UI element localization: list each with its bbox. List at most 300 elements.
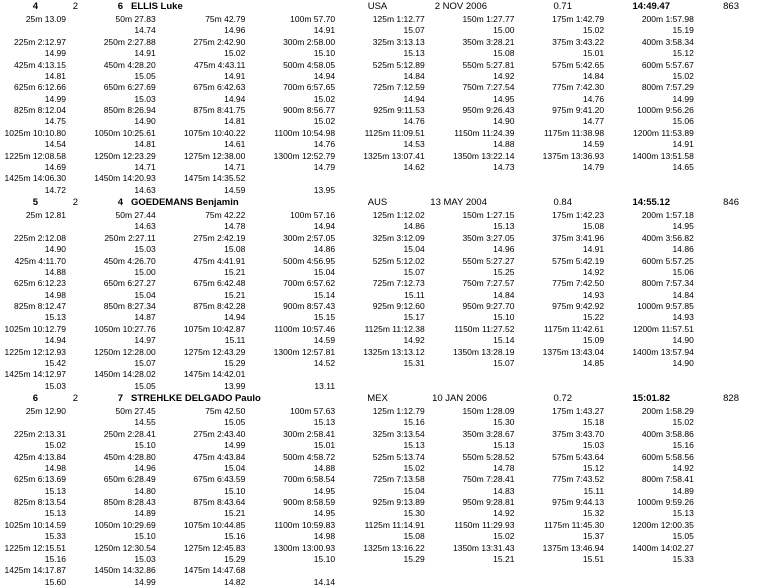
lap-time-cell: 15.13: [403, 48, 425, 59]
lap-time-cell: 14.88: [44, 266, 66, 277]
lap-time-cell: 14.77: [582, 116, 605, 127]
lap-time-cell: 15.21: [493, 553, 515, 564]
split-cell: 300m 2:57.05: [283, 232, 336, 243]
lap-time-cell: 14.91: [313, 25, 336, 36]
lap-time-cell: 14.82: [224, 576, 246, 587]
lap-time-cell: 14.92: [403, 335, 425, 346]
lap-time-cell: 15.16: [403, 417, 425, 428]
split-times-row: [0, 324, 768, 335]
split-times-row: [0, 543, 768, 554]
lap-time-cell: 15.07: [134, 357, 156, 368]
lap-time-cell: 15.06: [672, 116, 694, 127]
split-cell: 1225m 12:12.93: [4, 346, 66, 357]
split-times-row: [0, 128, 768, 139]
split-cell: 375m 3:43.22: [552, 36, 605, 47]
split-cell: 925m 9:12.60: [372, 301, 425, 311]
split-cell: 825m 8:12.04: [14, 105, 66, 115]
lap-time-cell: 15.30: [493, 417, 515, 428]
split-times-row: [0, 173, 768, 184]
lap-time-cell: 15.21: [224, 508, 246, 519]
split-times-row: [0, 369, 768, 380]
lap-time-cell: 14.79: [582, 161, 605, 172]
split-times-row: [0, 474, 768, 485]
lap-time-cell: 15.05: [134, 70, 156, 81]
split-cell: 675m 6:42.63: [193, 82, 246, 93]
lap-time-cell: 14.94: [224, 93, 246, 104]
split-cell: 1100m 10:59.83: [274, 519, 336, 530]
lap-time-cell: 13.99: [224, 380, 246, 391]
split-times-row: [0, 233, 768, 244]
split-times-row: [0, 82, 768, 93]
split-cell: 550m 5:27.81: [462, 59, 515, 70]
split-cell: 150m 1:27.15: [462, 210, 515, 220]
lap-time-cell: 13.11: [314, 380, 336, 391]
split-cell: 425m 4:13.15: [14, 59, 66, 70]
split-cell: 850m 8:26.94: [103, 105, 156, 115]
split-cell: 225m 2:13.31: [14, 428, 66, 439]
lap-time-cell: 14.86: [313, 244, 336, 255]
lap-time-cell: 15.29: [224, 553, 246, 564]
final-time: 14:49.47: [632, 1, 670, 12]
split-cell: [604, 173, 694, 184]
lap-time-cell: 15.01: [582, 48, 605, 59]
lap-time-cell: 15.08: [493, 48, 515, 59]
split-times-row: [0, 14, 768, 25]
split-cell: 1325m 13:07.41: [363, 150, 425, 161]
split-cell: 725m 7:13.58: [372, 474, 425, 485]
split-cell: 1400m 13:57.94: [632, 346, 694, 357]
swimmer-result-block: [0, 0, 768, 196]
lap-times-row: [0, 244, 768, 255]
split-cell: 1125m 11:14.91: [364, 519, 425, 530]
split-cell: 225m 2:12.08: [14, 232, 66, 243]
lap-time-cell: 14.97: [134, 335, 156, 346]
split-cell: 525m 5:12.89: [372, 59, 425, 70]
split-cell: 350m 3:27.05: [462, 232, 515, 243]
split-times-row: [0, 105, 768, 116]
split-cell: 650m 6:27.69: [103, 82, 156, 93]
lap-time-cell: 15.02: [313, 93, 336, 104]
lap-time-cell: 15.12: [672, 48, 694, 59]
split-cell: 350m 3:28.67: [462, 428, 515, 439]
split-cell: 500m 4:58.05: [283, 59, 336, 70]
lap-time-cell: 14.61: [224, 139, 246, 150]
lap-time-cell: 14.78: [224, 221, 246, 232]
split-cell: [514, 565, 604, 576]
split-cell: 600m 5:57.25: [641, 255, 694, 266]
split-cell: 1200m 11:53.89: [633, 127, 694, 138]
split-cell: [335, 173, 425, 184]
split-cell: 1425m 14:17.87: [4, 565, 66, 576]
split-cell: 1375m 13:46.94: [542, 542, 605, 553]
split-cell: 325m 3:13.54: [372, 428, 425, 439]
lap-time-cell: 15.07: [403, 25, 425, 36]
lap-time-cell: 15.02: [313, 116, 336, 127]
split-cell: 1125m 11:12.38: [364, 323, 425, 334]
split-cell: 575m 5:42.65: [552, 59, 605, 70]
lap-time-cell: 14.94: [44, 335, 66, 346]
split-cell: 550m 5:27.27: [462, 255, 515, 266]
lap-times-row: [0, 358, 768, 369]
split-cell: 525m 5:13.74: [372, 451, 425, 462]
lap-time-cell: 14.94: [313, 70, 336, 81]
lap-time-cell: 14.63: [134, 184, 156, 195]
split-cell: 1275m 12:38.00: [183, 150, 246, 161]
lap-time-cell: 15.42: [44, 357, 66, 368]
lap-time-cell: 15.03: [134, 553, 156, 564]
swimmer-header-row: [0, 0, 768, 14]
split-cell: 575m 5:43.64: [552, 451, 605, 462]
lap-time-cell: 15.08: [224, 244, 246, 255]
split-cell: 200m 1:58.29: [641, 406, 694, 416]
split-cell: 50m 27.44: [115, 210, 156, 220]
final-time: 15:01.82: [632, 393, 670, 404]
lap-times-row: [0, 508, 768, 519]
lap-time-cell: 14.98: [313, 531, 336, 542]
lap-time-cell: 15.17: [403, 312, 425, 323]
points-value: 863: [723, 1, 739, 12]
split-cell: 775m 7:42.30: [552, 82, 605, 93]
lap-time-cell: 14.72: [44, 184, 66, 195]
lap-time-cell: 14.90: [493, 116, 515, 127]
lap-time-cell: 14.65: [672, 161, 694, 172]
split-cell: 200m 1:57.18: [641, 210, 694, 220]
split-cell: 1300m 13:00.93: [273, 542, 336, 553]
lap-time-cell: 15.05: [134, 380, 156, 391]
split-cell: 650m 6:28.49: [103, 474, 156, 485]
lap-time-cell: 14.87: [134, 312, 156, 323]
split-cell: 650m 6:27.27: [103, 278, 156, 289]
lap-time-cell: 14.76: [313, 139, 336, 150]
split-cell: 250m 2:28.41: [103, 428, 156, 439]
lap-time-cell: 14.92: [493, 70, 515, 81]
split-cell: 100m 57.63: [290, 406, 336, 416]
split-cell: 400m 3:58.86: [641, 428, 694, 439]
lap-time-cell: 15.02: [224, 48, 246, 59]
lap-time-cell: 15.04: [313, 266, 336, 277]
birthdate: 2 NOV 2006: [434, 1, 487, 12]
split-cell: 1475m 14:42.01: [183, 369, 246, 380]
lap-time-cell: [604, 185, 694, 196]
lap-time-cell: 15.18: [582, 417, 605, 428]
split-cell: 1050m 10:25.61: [94, 127, 156, 138]
lap-time-cell: 14.94: [313, 221, 336, 232]
lap-time-cell: 14.98: [44, 289, 66, 300]
split-cell: 1375m 13:43.04: [542, 346, 605, 357]
split-cell: 350m 3:28.21: [462, 36, 515, 47]
split-cell: 1450m 14:20.93: [94, 173, 156, 184]
lap-time-cell: 15.25: [493, 266, 515, 277]
lap-time-cell: 14.59: [313, 335, 336, 346]
lap-time-cell: 15.14: [493, 335, 515, 346]
split-cell: 900m 8:58.59: [283, 497, 336, 507]
split-cell: 1150m 11:24.39: [454, 127, 515, 138]
lap-time-cell: 14.96: [224, 25, 246, 36]
split-cell: 700m 6:58.54: [283, 474, 336, 485]
lap-time-cell: 14.71: [134, 161, 156, 172]
split-times-row: [0, 151, 768, 162]
split-cell: 1150m 11:27.52: [454, 323, 515, 334]
lap-times-row: [0, 440, 768, 451]
lap-time-cell: [335, 381, 425, 392]
split-cell: 250m 2:27.11: [104, 232, 156, 243]
split-cell: 800m 7:57.34: [641, 278, 694, 289]
split-cell: 25m 13.09: [25, 14, 66, 24]
split-cell: 875m 8:43.64: [193, 497, 246, 507]
split-cell: 400m 3:58.34: [641, 36, 694, 47]
split-cell: 1000m 9:59.26: [637, 497, 694, 507]
split-cell: 1450m 14:28.02: [94, 369, 156, 380]
swimmer-name: GOEDEMANS Benjamin: [131, 197, 239, 208]
lap-time-cell: 15.12: [582, 462, 605, 473]
lap-time-cell: 15.13: [44, 312, 66, 323]
lap-time-cell: 15.00: [493, 25, 515, 36]
lap-time-cell: 15.10: [313, 48, 336, 59]
lane-value: 7: [117, 393, 123, 404]
split-cell: 1275m 12:43.29: [183, 346, 246, 357]
split-times-row: [0, 256, 768, 267]
split-cell: 600m 5:58.56: [641, 451, 694, 462]
split-cell: 325m 3:12.09: [372, 232, 425, 243]
swimmer-header-row: [0, 392, 768, 406]
split-cell: 1175m 11:45.30: [543, 519, 605, 530]
lap-time-cell: 15.08: [582, 221, 605, 232]
split-cell: 1100m 10:57.46: [274, 323, 336, 334]
split-cell: 925m 9:11.53: [373, 105, 425, 115]
split-cell: 875m 8:42.28: [193, 301, 246, 311]
lap-time-cell: 14.55: [134, 417, 156, 428]
lap-times-row: [0, 267, 768, 278]
lap-time-cell: 15.02: [44, 440, 66, 451]
lap-time-cell: 14.78: [493, 462, 515, 473]
lap-time-cell: 14.94: [224, 312, 246, 323]
split-cell: 600m 5:57.67: [641, 59, 694, 70]
split-cell: 1225m 12:15.51: [4, 542, 66, 553]
swimmer-result-block: [0, 392, 768, 588]
lap-time-cell: 15.03: [134, 244, 156, 255]
lap-time-cell: 15.09: [582, 335, 605, 346]
split-cell: 900m 8:57.43: [283, 301, 336, 311]
lap-times-row: [0, 312, 768, 323]
lap-time-cell: [514, 577, 604, 588]
split-cell: 1075m 10:40.22: [183, 127, 246, 138]
lap-time-cell: 14.99: [44, 93, 66, 104]
lap-time-cell: [425, 185, 515, 196]
lap-times-row: [0, 25, 768, 36]
split-cell: 1075m 10:44.85: [183, 519, 246, 530]
lap-time-cell: 15.10: [134, 440, 156, 451]
lap-time-cell: 15.04: [224, 462, 246, 473]
lap-time-cell: [604, 381, 694, 392]
lap-time-cell: 14.81: [224, 116, 246, 127]
lap-times-row: [0, 417, 768, 428]
lap-time-cell: 15.00: [134, 266, 156, 277]
lap-time-cell: 14.98: [44, 462, 66, 473]
lap-time-cell: 14.81: [44, 70, 66, 81]
split-cell: 300m 2:58.41: [283, 428, 336, 439]
lap-time-cell: 14.88: [313, 462, 336, 473]
split-cell: [245, 369, 335, 380]
lap-time-cell: 15.10: [493, 312, 515, 323]
lap-time-cell: 14.95: [313, 485, 336, 496]
reaction-time: 0.71: [553, 1, 572, 12]
lap-time-cell: 15.07: [493, 357, 515, 368]
split-cell: 1225m 12:08.58: [4, 150, 66, 161]
lap-times-row: [0, 162, 768, 173]
lap-time-cell: 15.02: [493, 531, 515, 542]
split-cell: 1175m 11:38.98: [543, 127, 605, 138]
lap-times-row: [0, 335, 768, 346]
split-cell: [245, 173, 335, 184]
lap-time-cell: 14.86: [403, 221, 425, 232]
split-cell: [245, 565, 335, 576]
lap-times-row: [0, 531, 768, 542]
split-cell: 950m 9:27.70: [462, 301, 515, 311]
lap-time-cell: 14.99: [44, 48, 66, 59]
lap-time-cell: 14.73: [493, 161, 515, 172]
lap-time-cell: [0, 417, 66, 428]
split-cell: 500m 4:56.95: [283, 255, 336, 266]
split-cell: 75m 42.79: [205, 14, 246, 24]
lap-times-row: [0, 381, 768, 392]
lap-time-cell: 14.99: [672, 93, 694, 104]
swimmer-header-row: [0, 196, 768, 210]
split-cell: 1125m 11:09.51: [364, 127, 425, 138]
lap-time-cell: 15.04: [134, 289, 156, 300]
lap-time-cell: 14.84: [403, 70, 425, 81]
lap-time-cell: 15.08: [403, 531, 425, 542]
lap-time-cell: 14.76: [403, 116, 425, 127]
lap-time-cell: 14.54: [44, 139, 66, 150]
split-cell: 1350m 13:22.14: [452, 150, 515, 161]
lap-time-cell: 14.95: [672, 221, 694, 232]
split-times-row: [0, 347, 768, 358]
split-cell: [604, 369, 694, 380]
split-cell: 950m 9:26.43: [462, 105, 515, 115]
split-times-row: [0, 565, 768, 576]
lap-time-cell: 15.07: [403, 266, 425, 277]
lap-time-cell: [0, 221, 66, 232]
lap-time-cell: 14.80: [134, 485, 156, 496]
split-cell: 1050m 10:27.76: [94, 323, 156, 334]
lap-times-row: [0, 116, 768, 127]
split-cell: 1325m 13:16.22: [363, 542, 425, 553]
lap-time-cell: 15.01: [313, 440, 336, 451]
split-cell: 750m 7:28.41: [462, 474, 515, 485]
split-cell: [425, 369, 515, 380]
lap-time-cell: 15.16: [224, 531, 246, 542]
lap-time-cell: 15.03: [582, 440, 605, 451]
lap-time-cell: 14.99: [134, 576, 156, 587]
lap-time-cell: 14.90: [44, 244, 66, 255]
split-cell: 125m 1:12.02: [372, 210, 425, 220]
lap-time-cell: 14.14: [313, 576, 336, 587]
lap-times-row: [0, 221, 768, 232]
lap-time-cell: 14.91: [224, 70, 246, 81]
lap-time-cell: 14.91: [672, 139, 694, 150]
split-cell: 50m 27.45: [115, 406, 156, 416]
split-times-row: [0, 301, 768, 312]
lap-time-cell: 14.69: [44, 161, 66, 172]
split-cell: 1250m 12:30.54: [94, 542, 156, 553]
lap-time-cell: 14.86: [672, 244, 694, 255]
lap-time-cell: 15.19: [672, 25, 694, 36]
split-cell: 975m 9:41.20: [552, 105, 605, 115]
lap-time-cell: 14.89: [672, 485, 694, 496]
lap-time-cell: [514, 381, 604, 392]
birthdate: 10 JAN 2006: [432, 393, 487, 404]
split-cell: 675m 6:43.59: [193, 474, 246, 485]
swimmer-name: STREHLKE DELGADO Paulo: [131, 393, 261, 404]
lap-times-row: [0, 554, 768, 565]
lane-value: 6: [117, 1, 123, 12]
split-cell: 150m 1:28.09: [462, 406, 515, 416]
lap-time-cell: 14.90: [672, 357, 694, 368]
lane-value: 4: [117, 197, 123, 208]
split-cell: 775m 7:43.52: [552, 474, 605, 485]
split-cell: [335, 565, 425, 576]
split-cell: 700m 6:57.62: [283, 278, 336, 289]
lap-times-row: [0, 185, 768, 196]
noc-code: USA: [367, 1, 388, 12]
lap-time-cell: 14.99: [224, 440, 246, 451]
lap-time-cell: 15.02: [403, 462, 425, 473]
lap-time-cell: 15.14: [313, 289, 336, 300]
lap-time-cell: 15.11: [404, 289, 425, 300]
split-cell: [604, 565, 694, 576]
lap-time-cell: [335, 577, 425, 588]
split-times-row: [0, 60, 768, 71]
split-cell: 225m 2:12.97: [14, 36, 66, 47]
rank-value: 6: [32, 393, 38, 404]
lap-time-cell: [425, 577, 515, 588]
split-cell: 1175m 11:42.61: [543, 323, 605, 334]
split-cell: 750m 7:27.57: [462, 278, 515, 289]
lap-time-cell: 15.03: [134, 93, 156, 104]
points-value: 828: [723, 393, 739, 404]
split-cell: 1000m 9:57.85: [637, 301, 694, 311]
split-cell: 1250m 12:28.00: [94, 346, 156, 357]
lap-times-row: [0, 71, 768, 82]
split-cell: 1300m 12:57.81: [273, 346, 336, 357]
split-cell: 750m 7:27.54: [462, 82, 515, 93]
split-cell: 850m 8:27.34: [103, 301, 156, 311]
split-cell: 500m 4:58.72: [283, 451, 336, 462]
split-times-row: [0, 497, 768, 508]
split-cell: 125m 1:12.79: [372, 406, 425, 416]
lap-time-cell: 15.11: [224, 335, 246, 346]
split-cell: 1200m 12:00.35: [632, 519, 694, 530]
lap-time-cell: 14.63: [134, 221, 156, 232]
lap-time-cell: 15.21: [224, 289, 246, 300]
split-cell: 900m 8:56.77: [283, 105, 336, 115]
lap-time-cell: 15.13: [313, 417, 336, 428]
lap-time-cell: 15.31: [403, 357, 425, 368]
reaction-time: 0.72: [553, 393, 572, 404]
lap-time-cell: 14.85: [582, 357, 605, 368]
split-cell: 175m 1:43.27: [552, 406, 605, 416]
split-cell: 1100m 10:54.98: [274, 127, 336, 138]
split-cell: 1275m 12:45.83: [183, 542, 246, 553]
lap-times-row: [0, 139, 768, 150]
lap-time-cell: 14.95: [313, 508, 336, 519]
lap-time-cell: 15.51: [582, 553, 605, 564]
lap-time-cell: 14.71: [224, 161, 246, 172]
lap-time-cell: 15.37: [582, 531, 605, 542]
lap-time-cell: 15.02: [582, 25, 605, 36]
heat-value: 2: [72, 197, 78, 208]
lap-time-cell: 14.62: [403, 161, 425, 172]
